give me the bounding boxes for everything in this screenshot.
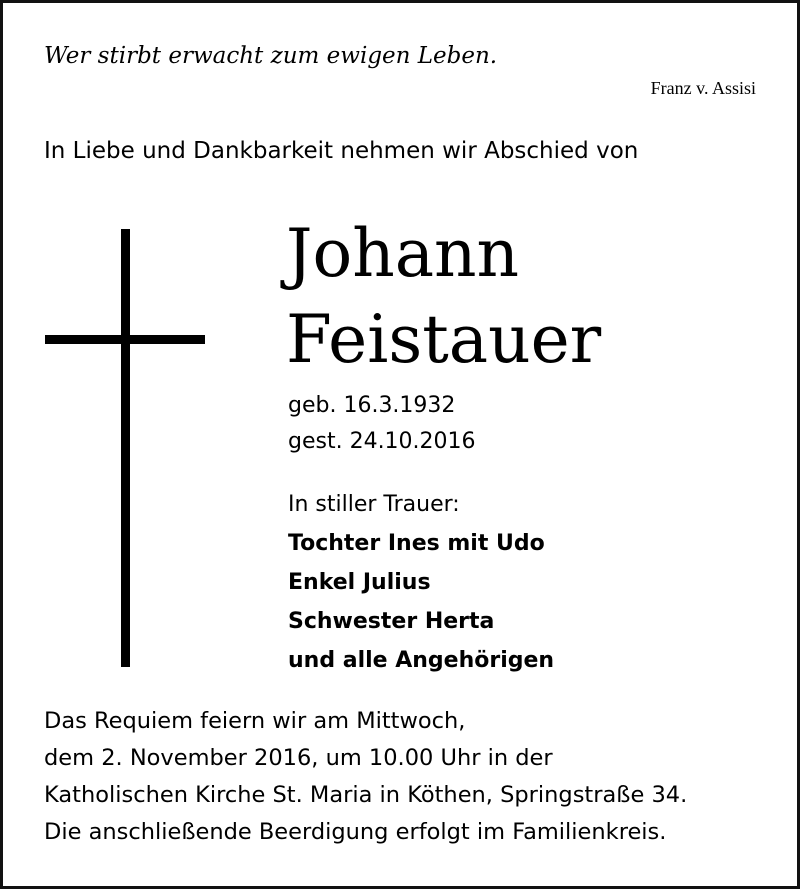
mourner-name: Tochter Ines mit Udo xyxy=(288,531,545,556)
service-details xyxy=(44,703,687,851)
deceased-first-name: Johann xyxy=(286,215,520,292)
mourner-name: und alle Angehörigen xyxy=(288,648,555,673)
cross-vertical-bar xyxy=(121,229,130,667)
death-date: gest. 24.10.2016 xyxy=(288,429,476,454)
epigraph-author: Franz v. Assisi xyxy=(650,78,756,98)
service-line: Das Requiem feiern wir am Mittwoch, xyxy=(44,708,466,734)
deceased-last-name: Feistauer xyxy=(286,301,602,378)
mourner-name: Schwester Herta xyxy=(288,609,495,634)
mourner-name: Enkel Julius xyxy=(288,570,431,595)
epigraph-quote: Wer stirbt erwacht zum ewigen Leben. xyxy=(44,43,498,69)
life-dates xyxy=(288,388,476,460)
mourners-heading: In stiller Trauer: xyxy=(288,492,460,517)
service-line: Katholischen Kirche St. Maria in Köthen, Springstraße 34. xyxy=(44,782,688,808)
service-line: dem 2. November 2016, um 10.00 Uhr in der xyxy=(44,745,553,771)
birth-date: geb. 16.3.1932 xyxy=(288,393,456,418)
cross-horizontal-bar xyxy=(45,335,205,344)
mourners-block xyxy=(288,485,554,680)
intro-text: In Liebe und Dankbarkeit nehmen wir Abschied von xyxy=(44,138,639,164)
service-line: Die anschließende Beerdigung erfolgt im Familienkreis. xyxy=(44,819,667,845)
